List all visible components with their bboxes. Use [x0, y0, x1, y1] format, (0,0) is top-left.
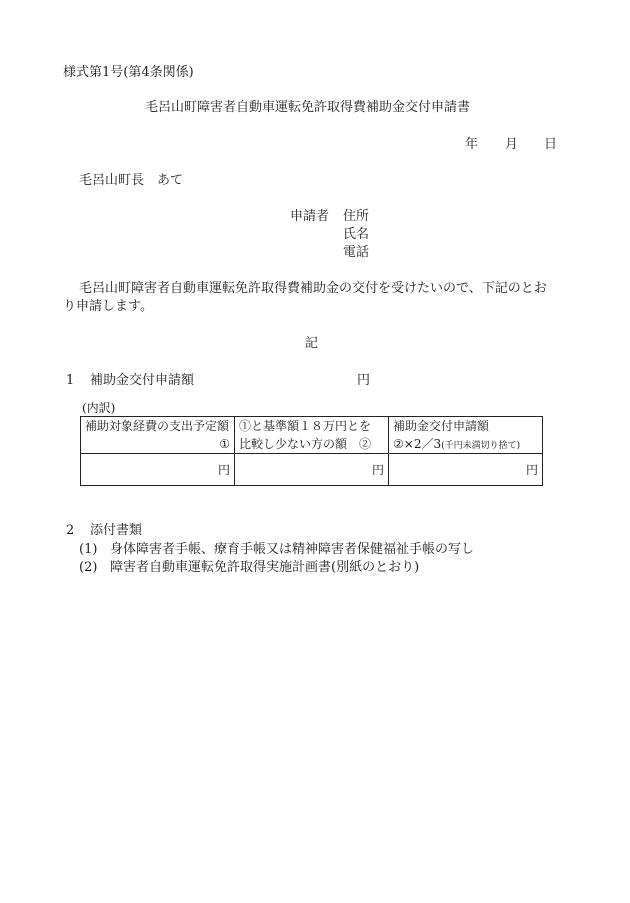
table-header-cell-2 — [235, 417, 389, 454]
section1-unit: 円 — [357, 373, 371, 388]
table-value-row — [81, 454, 543, 486]
attachment-item-2-number: (2) — [79, 560, 98, 575]
name-label: 氏名 — [343, 227, 370, 242]
attachment-item-2-text: 障害者自動車運転免許取得実施計画書(別紙のとおり) — [110, 560, 420, 575]
ki-heading: 記 — [305, 336, 319, 351]
col3-header-line2 — [393, 435, 538, 453]
table-header-cell-3 — [389, 417, 543, 454]
section2-number: 2 — [66, 523, 75, 538]
table-header-row — [81, 417, 543, 454]
attachment-item-1-number: (1) — [79, 542, 98, 557]
col2-header-line1: ①と基準額１８万円とを — [239, 419, 372, 433]
breakdown-table — [80, 416, 543, 486]
applicant-label: 申請者 — [290, 209, 330, 224]
col1-header-line2: ① — [219, 437, 230, 451]
section2-label: 添付書類 — [90, 523, 143, 538]
section1-number: 1 — [66, 373, 75, 388]
col1-header-line1: 補助対象経費の支出予定額 — [85, 419, 230, 433]
form-number: 様式第1号(第4条関係) — [63, 65, 194, 80]
value-cell-3: 円 — [389, 454, 543, 486]
value-cell-1: 円 — [81, 454, 235, 486]
body-line-1: 毛呂山町障害者自動車運転免許取得費補助金の交付を受けたいので、下記のとお — [79, 281, 547, 296]
addressee: 毛呂山町長 あて — [79, 173, 184, 188]
table-header-cell-1 — [81, 417, 235, 454]
col3-note: (千円未満切り捨て) — [441, 441, 521, 451]
col2-header-line2: 比較し少ない方の額 ② — [239, 437, 372, 451]
section1-label: 補助金交付申請額 — [90, 373, 195, 388]
col3-header-line1: 補助金交付申請額 — [393, 419, 490, 433]
address-label: 住所 — [343, 209, 370, 224]
date-day: 日 — [544, 137, 558, 152]
col3-formula: ②×2／3 — [393, 437, 442, 451]
body-line-2: り申請します。 — [63, 299, 153, 314]
breakdown-label: (内訳) — [82, 401, 116, 415]
document-title: 毛呂山町障害者自動車運転免許取得費補助金交付申請書 — [145, 100, 471, 115]
date-month: 月 — [505, 137, 519, 152]
attachment-item-1-text: 身体障害者手帳、療育手帳又は精神障害者保健福祉手帳の写し — [110, 542, 475, 557]
phone-label: 電話 — [343, 245, 370, 260]
date-year: 年 — [465, 137, 479, 152]
value-cell-2: 円 — [235, 454, 389, 486]
